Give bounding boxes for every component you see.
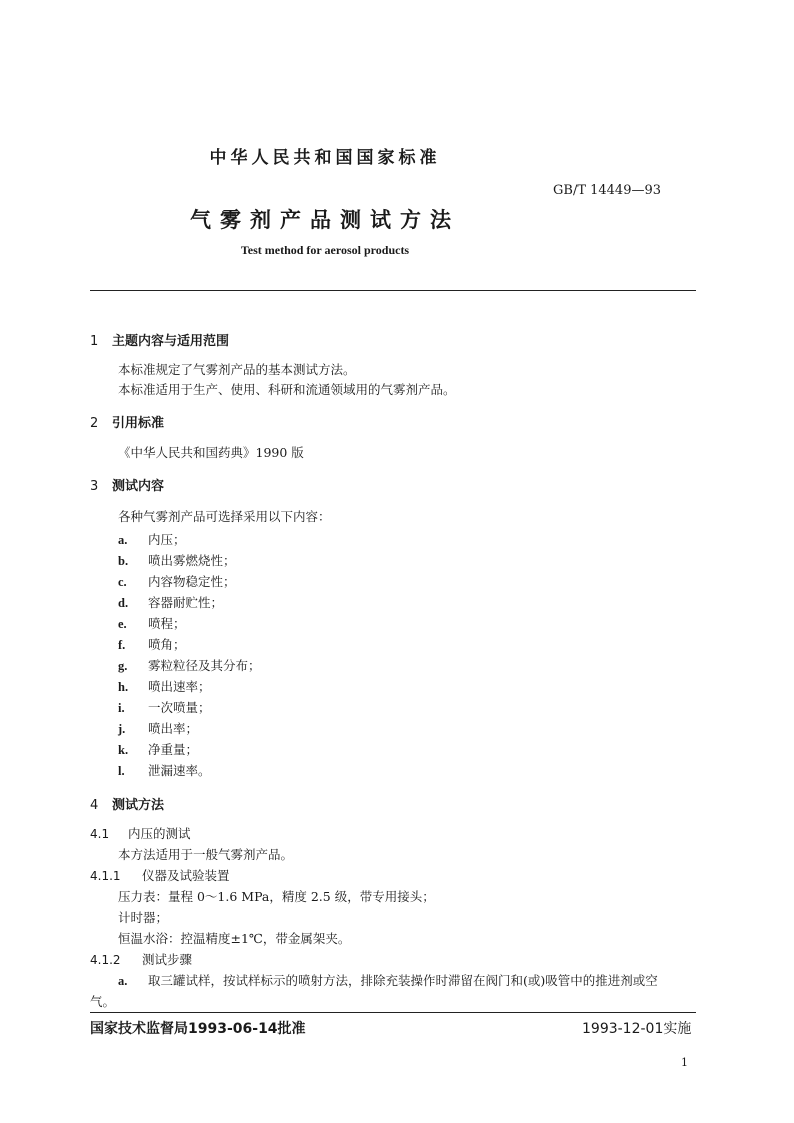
- list-item-label: f.: [118, 638, 126, 652]
- step-a: [118, 971, 658, 989]
- section-4-1-number: 4.1: [90, 827, 110, 841]
- list-item-text: 容器耐贮性；: [148, 595, 224, 610]
- list-item-label: h.: [118, 680, 129, 694]
- section-1-heading: [90, 330, 229, 349]
- list-item-label: b.: [118, 554, 129, 568]
- list-item: [118, 677, 211, 695]
- list-item: [118, 719, 198, 737]
- list-item-label: i.: [118, 701, 125, 715]
- section-4-1-2-heading: [90, 950, 192, 968]
- standard-category-title: 中华人民共和国国家标准: [209, 148, 441, 168]
- list-item: [118, 551, 236, 569]
- list-item: [118, 593, 223, 611]
- document-title-en: Test method for aerosol products: [240, 243, 410, 257]
- step-a-label: a.: [118, 974, 128, 988]
- document-title-cn: 气雾剂产品测试方法: [190, 208, 460, 232]
- list-item: [118, 656, 261, 674]
- list-item-text: 内容物稳定性；: [148, 574, 236, 589]
- section-2-heading: [90, 412, 164, 431]
- section-1-title: 主题内容与适用范围: [112, 334, 230, 349]
- list-item: [118, 614, 186, 632]
- list-item: [118, 572, 236, 590]
- section-1-paragraph-1: 本标准规定了气雾剂产品的基本测试方法。: [118, 362, 356, 377]
- list-item-text: 内压；: [148, 532, 186, 547]
- section-3-heading: [90, 475, 164, 494]
- section-1-paragraph-2: 本标准适用于生产、使用、科研和流通领域用的气雾剂产品。: [118, 382, 456, 397]
- section-3-intro: 各种气雾剂产品可选择采用以下内容：: [118, 509, 331, 524]
- section-4-1-2-title: 测试步骤: [142, 952, 193, 967]
- list-item-label: g.: [118, 659, 128, 673]
- section-3-number: 3: [90, 479, 99, 494]
- list-item-text: 喷程；: [148, 616, 186, 631]
- list-item: [118, 635, 186, 653]
- section-4-1-1-title: 仪器及试验装置: [142, 868, 230, 883]
- section-4-1-1-number: 4.1.1: [90, 869, 121, 883]
- list-item: [118, 740, 198, 758]
- section-1-number: 1: [90, 334, 99, 349]
- step-a-continuation: 气。: [90, 994, 116, 1009]
- list-item-label: j.: [118, 722, 126, 736]
- implementation-date: 1993-12-01实施: [582, 1021, 692, 1037]
- list-item-label: c.: [118, 575, 127, 589]
- equipment-line: 压力表：量程 0～1.6 MPa，精度 2.5 级，带专用接头；: [118, 889, 435, 904]
- list-item: [118, 761, 211, 779]
- section-4-1-2-number: 4.1.2: [90, 953, 121, 967]
- approval-note: 国家技术监督局1993-06-14批准: [90, 1021, 306, 1037]
- list-item-text: 喷出雾燃烧性；: [148, 553, 236, 568]
- page-number: 1: [681, 1056, 688, 1069]
- section-2-title: 引用标准: [112, 416, 165, 431]
- section-3-title: 测试内容: [112, 479, 165, 494]
- section-4-1-title: 内压的测试: [128, 826, 191, 841]
- step-a-text: 取三罐试样，按试样标示的喷射方法，排除充装操作时滞留在阀门和(或)吸管中的推进剂或空: [148, 973, 658, 988]
- section-4-number: 4: [90, 798, 99, 813]
- section-4-1-1-heading: [90, 866, 230, 884]
- section-2-number: 2: [90, 416, 99, 431]
- list-item-text: 一次喷量；: [148, 700, 211, 715]
- equipment-line: 恒温水浴：控温精度±1℃，带金属架夹。: [118, 931, 351, 946]
- equipment-line: 计时器；: [118, 910, 169, 925]
- list-item-text: 喷角；: [148, 637, 186, 652]
- list-item-text: 净重量；: [148, 742, 199, 757]
- list-item-text: 喷出速率；: [148, 679, 211, 694]
- section-4-1-heading: [90, 824, 191, 842]
- section-4-1-paragraph: 本方法适用于一般气雾剂产品。: [118, 847, 294, 862]
- standard-number: GB/T 14449—93: [553, 183, 662, 198]
- list-item-label: e.: [118, 617, 127, 631]
- list-item-label: a.: [118, 533, 128, 547]
- list-item-text: 泄漏速率。: [148, 763, 211, 778]
- footer-divider: [90, 1012, 696, 1013]
- section-2-reference: 《中华人民共和国药典》1990 版: [118, 445, 304, 460]
- list-item-label: l.: [118, 764, 125, 778]
- list-item-text: 雾粒粒径及其分布；: [148, 658, 261, 673]
- list-item: [118, 530, 186, 548]
- list-item-label: k.: [118, 743, 129, 757]
- list-item-text: 喷出率；: [148, 721, 199, 736]
- section-4-title: 测试方法: [112, 798, 165, 813]
- list-item-label: d.: [118, 596, 129, 610]
- header-divider: [90, 290, 696, 291]
- section-4-heading: [90, 794, 164, 813]
- list-item: [118, 698, 211, 716]
